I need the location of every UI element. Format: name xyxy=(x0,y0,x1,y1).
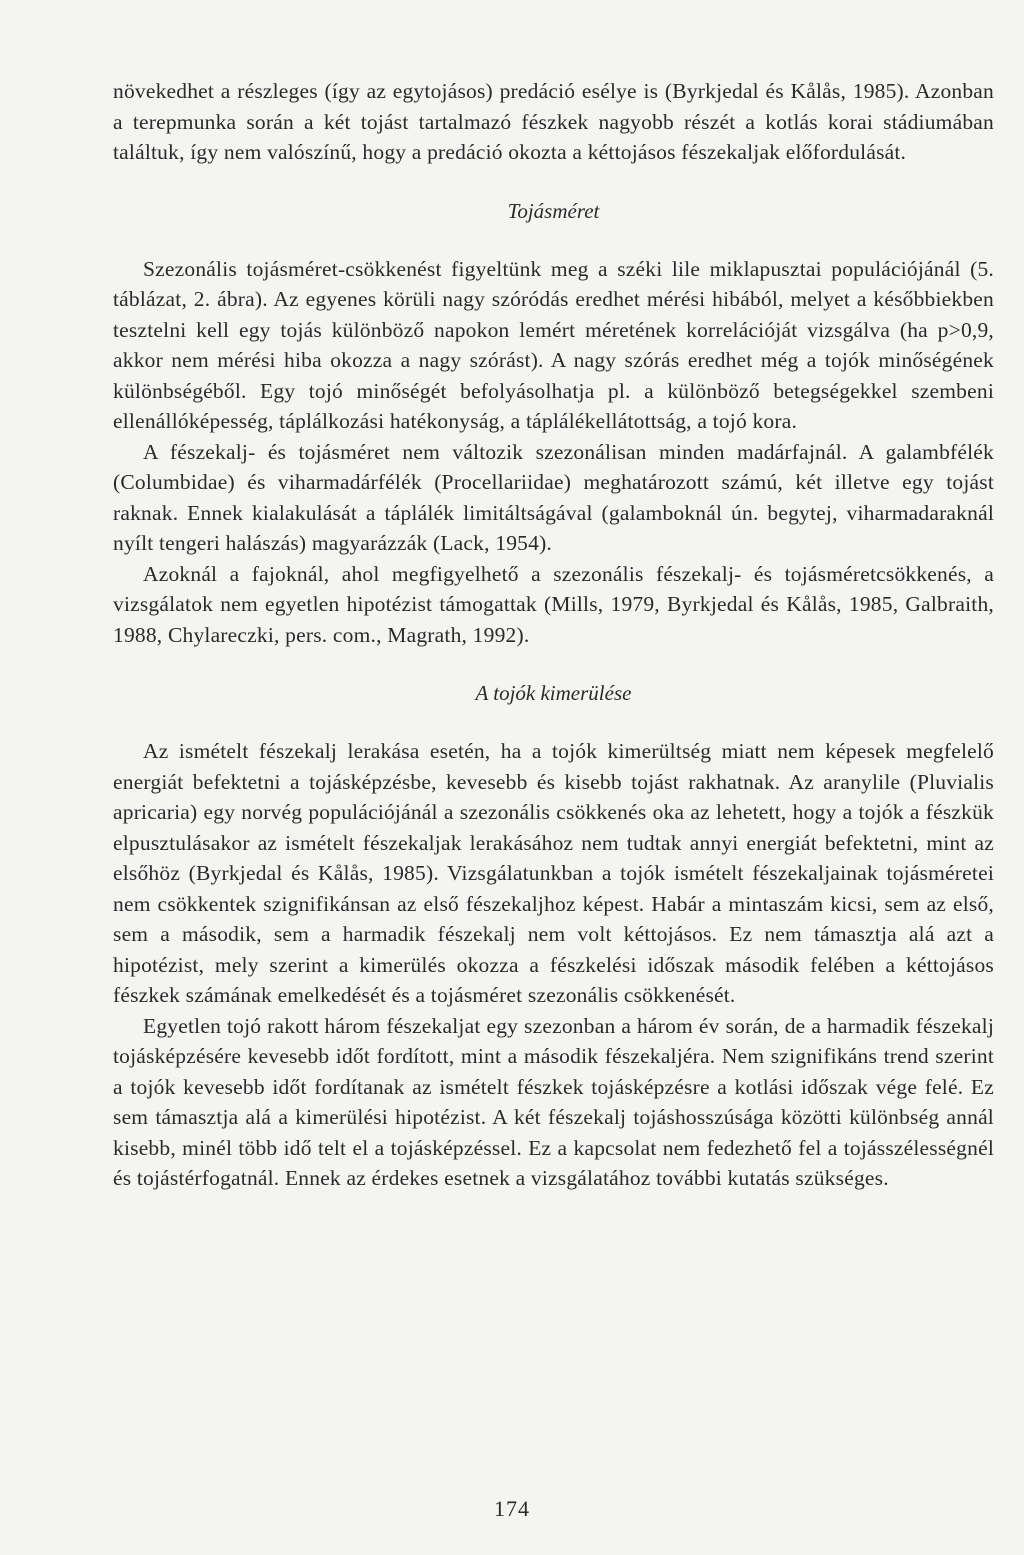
paragraph-clutch-size-species: A fészekalj- és tojásméret nem változik szezonálisan minden madárfajnál. A galambfélék (Columbidae) és viharmadárfélék (Procellariidae) meghatározott számú, két illetve egy tojást raknak. Ennek kialakulását a táplálék limitáltságával (galamboknál ún. begytej, viharmadaraknál nyílt tengeri halászás) magyarázzák (Lack, 1954). xyxy=(113,439,994,555)
paragraph-repeated-clutch: Az ismételt fészekalj lerakása esetén, ha a tojók kimerültség miatt nem képesek megfelelő energiát befektetni a tojásképzésbe, kevesebb és kisebb tojást rakhatnak. Az aranylile (Pluvialis apricaria) egy norvég populációjánál a szezonális csökkenés oka az lehetett, hogy a tojók a fészkük elpusztulásakor az ismételt fészekaljak lerakásához nem tudtak annyi energiát befektetni, mint az elsőhöz (Byrkjedal és Kålås, 1985). Vizsgálatunkban a tojók ismételt fészekaljainak tojásméretei nem csökkentek szignifikánsan az első fészekaljhoz képest. Habár a mintaszám kicsi, sem az első, sem a második, sem a harmadik fészekalj nem volt kéttojásos. Ez nem támasztja alá azt a hipotézist, mely szerint a kimerülés okozza a fészkelési időszak második felében a kéttojásos fészkek számának emelkedését és a tojásméret szezonális csökkenését. xyxy=(113,739,994,1007)
paragraph-single-female: Egyetlen tojó rakott három fészekaljat egy szezonban a három év során, de a harmadik fészekalj tojásképzésére kevesebb időt fordított, mint a második fészekaljéra. Nem szignifikáns trend szerint a tojók kevesebb időt fordítanak az ismételt fészkek tojásképzésre a kotlási időszak vége felé. Ez sem támasztja alá a kimerülési hipotézist. A két fészekalj tojáshosszúsága közötti különbség annál kisebb, minél több idő telt el a tojásképzéssel. Ez a kapcsolat nem fedezhető fel a tojásszélességnél és tojástérfogatnál. Ennek az érdekes esetnek a vizsgálatához további kutatás szükséges. xyxy=(113,1013,994,1190)
section-heading-exhaustion: A tojók kimerülése xyxy=(475,681,632,705)
page-body xyxy=(113,76,994,1194)
paragraph-hypotheses: Azoknál a fajoknál, ahol megfigyelhető a szezonális fészekalj- és tojásméretcsökkenés, a vizsgálatok nem egyetlen hipotézist támogattak (Mills, 1979, Byrkjedal és Kålås, 1985, Galbraith, 1988, Chylareczki, pers. com., Magrath, 1992). xyxy=(113,561,994,647)
paragraph-predation: növekedhet a részleges (így az egytojásos) predáció esélye is (Byrkjedal és Kålås, 1985). Azonban a terepmunka során a két tojást tartalmazó fészkek nagyobb részét a kotlás korai stádiumában találtuk, így nem valószínű, hogy a predáció okozta a kéttojásos fészekaljak előfordulását. xyxy=(113,79,994,164)
page-number: 174 xyxy=(494,1496,530,1521)
paragraph-seasonal-egg-size: Szezonális tojásméret-csökkenést figyeltünk meg a széki lile miklapusztai populációjánál (5. táblázat, 2. ábra). Az egyenes körüli nagy szóródás eredhet mérési hibából, melyet a későbbiekben tesztelni kell egy tojás különböző napokon lemért méretének korrelációját vizsgálva (ha p>0,9, akkor nem mérési hiba okozza a nagy szórást). A nagy szórás eredhet még a tojók minőségének különbségéből. Egy tojó minőségét befolyásolhatja pl. a különböző betegségekkel szembeni ellenállóképesség, táplálkozási hatékonyság, a táplálékellátottság, a tojó kora. xyxy=(113,256,994,433)
section-heading-egg-size: Tojásméret xyxy=(507,198,600,223)
